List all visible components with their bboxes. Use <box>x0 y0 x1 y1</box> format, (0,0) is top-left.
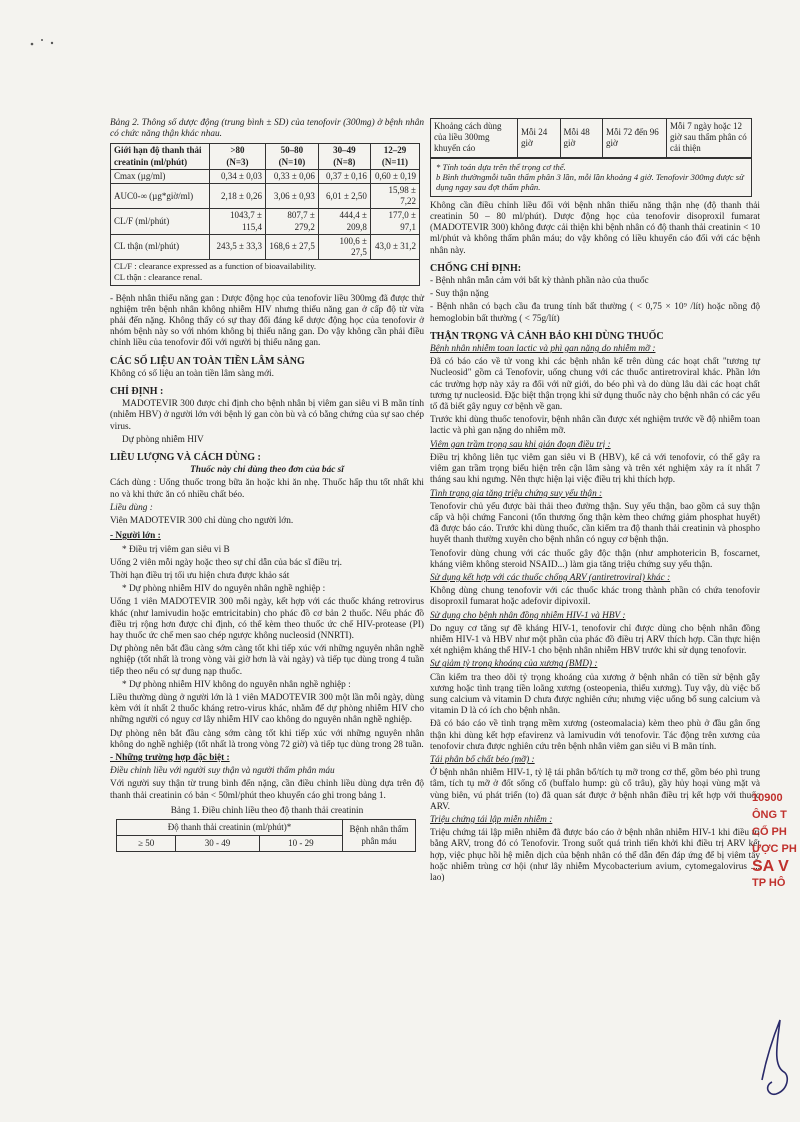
warning-text: Triệu chứng tái lập miễn nhiễm đã được báo cáo ở bệnh nhân nhiễm HIV-1 khi điều trị bằng ARV, trong đó có Tenofovir. Trong suốt quá trình tiến khởi khi điều trị ARV kết hợp, việc phục hồi hệ miễn dịch của bệnh nhân có thể dẫn đến đáp ứng để bị viêm tấy hoặc nhiễm trùng cơ hội (như lây nhiễm Mycobacterium avium, cytomegalovirus ..., lao) <box>430 828 760 883</box>
signature-icon <box>754 1010 794 1100</box>
adult-text: * Điều trị viêm gan siêu vi B <box>122 544 230 555</box>
stamp-line: 10900 <box>752 792 783 804</box>
contra-item: - Bệnh nhân có bạch cầu đa trung tính bất thường ( < 0,75 × 10⁹ /lít) hoặc nồng độ hemoglobin bất thường ( < 75g/lít) <box>430 302 760 324</box>
special-text: Với người suy thận từ trung bình đến nặng, cần điều chỉnh liều dùng dựa trên độ thanh thải creatinin có bản < 50ml/phút theo khuyến cáo ghi trong bảng 1. <box>110 779 424 801</box>
special-subtitle: Điều chỉnh liều với người suy thận và người thẩm phân máu <box>110 766 335 777</box>
table2-col-1: >80 (N=3) <box>210 144 266 169</box>
renal-paragraph: Không cần điều chỉnh liều đối với bệnh nhân thiểu năng thận nhẹ (độ thanh thải creatinin 50 – 80 ml/phút). Dược động học của tenofovir disoproxil fumarat (MADOTEVIR 300) không được cải thiện khi bệnh nhân có độ thanh thải creatinin < 10 ml/phút và không thẩm phân máu; do vậy không có liều khuyến cáo đối với các bệnh nhân này. <box>430 200 760 256</box>
cell: 100,6 ± 27,5 <box>318 234 370 259</box>
table2-header-label: Giới hạn độ thanh thải creatinin (ml/phút) <box>111 144 210 169</box>
interval-row-label: Khoảng cách dùng của liều 300mg khuyến cáo <box>431 119 518 158</box>
contra-item: - Bệnh nhân mẫn cảm với bất kỳ thành phần nào của thuốc <box>430 276 649 287</box>
stamp-line: ÔNG T <box>752 809 787 821</box>
warning-subtitle: Triệu chứng tái lập miễn nhiễm : <box>430 814 553 825</box>
table2-col-2: 50–80 (N=10) <box>265 144 318 169</box>
indication-text-2: Dự phòng nhiễm HIV <box>122 434 204 445</box>
table-row <box>111 184 420 209</box>
cell: 444,4 ± 209,8 <box>318 209 370 234</box>
table2-caption: Bảng 2. Thông số dược động (trung bình ± SD) của tenofovir (300mg) ở bệnh nhân có chức năng thận khác nhau. <box>110 118 424 140</box>
dose-label: Liều dùng : <box>110 502 153 513</box>
table1-col: 30 - 49 <box>176 836 259 852</box>
cell: 6,01 ± 2,50 <box>318 184 370 209</box>
usage-text: Cách dùng : Uống thuốc trong bữa ăn hoặc khi ăn nhẹ. Thuốc hấp thu tốt nhất khi no và khi thức ăn có nhiều chất béo. <box>110 478 424 500</box>
warning-text: Trước khi dùng thuốc tenofovir, bệnh nhân cần được xét nghiệm trước về độ nhiễm toan lactic và phì gan nặng do nhiễm mỡ. <box>430 415 760 437</box>
adult-text: * Dự phòng nhiễm HIV do nguyên nhân nghề nghiệp : <box>122 584 326 595</box>
pharmacokinetics-table <box>110 143 420 285</box>
warning-text: Tenofovir chủ yếu được bài thải theo đường thận. Suy yếu thận, bao gồm cả suy thận cấp và hội chứng Fanconi (tổn thương ống thận kèm theo chứng giảm phosphat huyết) đã được báo cáo. Trước khi dùng thuốc, cần kiểm tra độ thanh thải creatinin và phospho huyết thanh thường xuyên cho bệnh nhân có nguy cơ bệnh thận. <box>430 501 760 546</box>
scan-speck-mark <box>28 34 58 48</box>
heading-contraindication: CHỐNG CHỈ ĐỊNH: <box>430 262 522 274</box>
table2-col-3: 30–49 (N=8) <box>318 144 370 169</box>
warning-subtitle: Sự giảm tỷ trọng khoáng của xương (BMD) : <box>430 659 598 670</box>
adult-text: Dự phòng nên bắt đầu càng sớm càng tốt khi tiếp xúc với những nguyên nhân nghề nghiệp (tốt nhất là trong vòng vài giờ hơn là vài ngày) và tiếp tục dùng trong 4 tuần tiếp theo nếu có sự dung nạp thuốc. <box>110 644 424 677</box>
interval-cell: Mỗi 48 giờ <box>560 119 603 158</box>
cell: 0,33 ± 0,06 <box>265 169 318 183</box>
warning-text: Do nguy cơ tăng sự đề kháng HIV-1, tenofovir chỉ được dùng cho bệnh nhân đồng nhiễm HIV-1 và HBV như một phần của phác đồ điều trị ARV thích hợp. Cần thực hiện xét nghiệm kháng thể HIV-1 cho bệnh nhân nhiễm HBV trước khi sử dụng tenofovir. <box>430 623 760 657</box>
dose-text: Viên MADOTEVIR 300 chỉ dùng cho người lớn. <box>110 516 294 527</box>
warning-text: Đã có báo cáo về tình trạng mềm xương (osteomalacia) kèm theo phù ở đầu gân ống thận khi dùng kết hợp efavirenz và lamivudin với tenofovir. Tác động trên xương của tenofovir chưa được nghiên cứu trên bệnh nhân viêm gan siêu vi B mãn tính. <box>430 719 760 752</box>
cell: 0,34 ± 0,03 <box>210 169 266 183</box>
warning-subtitle: Tình trạng gia tăng triệu chứng suy yếu thận : <box>430 488 603 499</box>
row-label: AUC0-∞ (µg*giờ/ml) <box>111 184 210 209</box>
table-row <box>111 209 420 234</box>
liver-paragraph: - Bệnh nhân thiểu năng gan : Dược động học của tenofovir liều 300mg đã được thử nghiệm trên bệnh nhân không nhiễm HIV nhưng thiểu năng gan ở cấp độ từ vừa phải đến nặng. Không thấy có sự thay đổi đáng kể dược động học của tenofovir ở nhóm bệnh này so với nhóm không bị thiểu năng gan. Do vậy không cần phải điều chỉnh liều của tenofovir đối với người bị thiểu năng gan. <box>110 293 424 349</box>
adult-text: Liều thường dùng ở người lớn là 1 viên MADOTEVIR 300 một lần mỗi ngày, dùng kèm với ít nhất 2 thuốc kháng retro-virus khác, nhằm để dự phòng nhiễm HIV cho những người có nguy cơ lây nhiễm HIV cao không do nguyên nhân nghề nghiệp. <box>110 692 424 726</box>
interval-cell: Mỗi 72 đến 96 giờ <box>603 119 667 158</box>
footnote-1: * Tính toán dựa trên thể trọng cơ thể. <box>436 161 566 172</box>
table2-col-4: 12–29 (N=11) <box>370 144 419 169</box>
heading-warnings: THẬN TRỌNG VÀ CẢNH BÁO KHI DÙNG THUỐC <box>430 330 664 342</box>
dose-adjustment-table <box>116 819 416 852</box>
special-label: - Những trường hợp đặc biệt : <box>110 752 230 763</box>
table-row <box>111 169 420 183</box>
company-stamp-icon <box>752 790 800 920</box>
warning-subtitle: Viêm gan trầm trọng sau khi gián đoạn điều trị : <box>430 439 611 450</box>
heading-indication: CHỈ ĐỊNH : <box>110 386 164 398</box>
table2-note-1: CL/F : clearance expressed as a function of bioavailability. <box>114 261 317 272</box>
table1-head-dialysis: Bệnh nhân thẩm phân máu <box>343 819 416 851</box>
row-label: CL/F (ml/phút) <box>111 209 210 234</box>
cell: 15,98 ± 7,22 <box>370 184 419 209</box>
table1-head: Độ thanh thải creatinin (ml/phút)* <box>117 819 343 835</box>
dosing-interval-table <box>430 118 752 158</box>
adult-text: Uống 2 viên mỗi ngày hoặc theo sự chỉ dẫn của bác sĩ điều trị. <box>110 557 342 568</box>
warning-text: Không dùng chung tenofovir với các thuốc khác trong thành phần có chứa tenofovir disoproxil fumarat hoặc adefovir dipivoxil. <box>430 586 760 608</box>
warning-subtitle: Sử dụng kết hợp với các thuốc chống ARV (antiretroviral) khác : <box>430 572 671 583</box>
table1-caption: Bảng 1. Điều chỉnh liều theo độ thanh thải creatinin <box>170 805 364 816</box>
cell: 43,0 ± 31,2 <box>370 234 419 259</box>
stamp-line: ƯỢC PH <box>752 843 797 855</box>
warning-text: Đã có báo cáo về tử vong khi các bệnh nhân kể trên dùng các hoạt chất "tương tự Nucleosid" gồm cả Tenofovir, uống chung với các thuốc antiretroviral khác. Phần lớn các trường hợp này xảy ra đối với nữ giới, do béo phì và do dùng lâu dài các hoạt chất tương tự nucleosid. Đặc biệt thận trọng khi sử dụng thuốc này cho bệnh nhân có các yếu tố đã biết gây nguy cơ bệnh về gan. <box>430 357 760 413</box>
warning-text: Ở bệnh nhân nhiễm HIV-1, tỷ lệ tái phân bổ/tích tụ mỡ trong cơ thể, gồm béo phì trung tâm, tích tụ mỡ ở đốt sống cổ (buffalo hump: gù cổ trâu), gầy hủy hoại vùng mặt và vùng biên, vú phát triển (to) đã quan sát được ở bệnh nhân điều trị kết hợp với thuốc ARV. <box>430 768 760 812</box>
cell: 0,60 ± 0,19 <box>370 169 419 183</box>
warning-subtitle: Bệnh nhân nhiễm toan lactic và phì gan nặng do nhiễm mỡ : <box>430 344 656 355</box>
row-label: CL thận (ml/phút) <box>111 234 210 259</box>
table1-col: ≥ 50 <box>117 836 176 852</box>
safety-text: Không có số liệu an toàn tiền lâm sàng mới. <box>110 368 274 379</box>
indication-text-1: MADOTEVIR 300 được chỉ định cho bệnh nhân bị viêm gan siêu vi B mãn tính (nhiễm HBV) ở người lớn với bệnh lý gan còn bù và có bằng chứng của sự sao chép virus. <box>110 399 424 432</box>
table-row <box>111 234 420 259</box>
cell: 0,37 ± 0,16 <box>318 169 370 183</box>
cell: 243,5 ± 33,3 <box>210 234 266 259</box>
cell: 1043,7 ± 115,4 <box>210 209 266 234</box>
warning-text: Điều trị không liên tục viêm gan siêu vi B (HBV), kể cả với tenofovir, có thể gây ra viêm gan trầm trọng biểu hiện trên cận lâm sàng và trên xét nghiệm xảy ra ít nhất 7 tháng sau khi ngưng. Nên thực hiện lại việc điều trị khi thích hợp. <box>430 452 760 486</box>
left-column <box>110 118 424 852</box>
warning-text: Tenofovir dùng chung với các thuốc gây độc thận (như amphotericin B, foscarnet, kháng viêm không steroid NSAID...) làm gia tăng triệu chứng suy yếu thận. <box>430 548 760 570</box>
warning-text: Cần kiểm tra theo dõi tỷ trọng khoáng của xương ở bệnh nhân có tiền sử bệnh gẫy xương hoặc tình trạng tiền loãng xương (osteopenia, thiểu xương). Tuy vậy, dù việc bổ sung calcium và vitamin D chưa được nghiên cứu; nhưng việc uống bổ sung calcium và vitamin D là có ích cho bệnh nhân. <box>430 672 760 717</box>
heading-dosage: LIỀU LƯỢNG VÀ CÁCH DÙNG : <box>110 452 261 464</box>
adult-text: * Dự phòng nhiễm HIV không do nguyên nhân nghề nghiệp : <box>122 679 351 690</box>
stamp-line: SA V <box>752 858 789 875</box>
warning-subtitle: Sử dụng cho bệnh nhân đồng nhiễm HIV-1 và HBV : <box>430 610 626 621</box>
adult-text: Thời hạn điều trị tối ưu hiện chưa được khảo sát <box>110 570 290 581</box>
interval-footnotes <box>430 158 752 197</box>
footnote-2: b Bình thườngmỗi tuần thẩm phân 3 lần, mỗi lần khoảng 4 giờ. Tenofovir 300mg được sử dụng ngay sau đợt thẩm phân. <box>436 172 744 193</box>
cell: 177,0 ± 97,1 <box>370 209 419 234</box>
stamp-line: TP HÔ <box>752 877 786 889</box>
cell: 3,06 ± 0,93 <box>265 184 318 209</box>
warning-subtitle: Tái phân bố chất béo (mỡ) : <box>430 754 535 765</box>
heading-safety: CÁC SỐ LIỆU AN TOÀN TIỀN LÂM SÀNG <box>110 355 305 367</box>
stamp-line: CỔ PH <box>752 826 787 838</box>
adult-label: - Người lớn : <box>110 531 161 542</box>
adult-text: Uống 1 viên MADOTEVIR 300 mỗi ngày, kết hợp với các thuốc kháng retrovirus khác (như lamivudin hoặc emtricitabin) cho phác đồ cơ bản 2 thuốc. Nếu phác đồ điều trị rộng hơn được chỉ định, có thể kèm theo thuốc ức chế HIV-protease (PI) hay thuốc ức chế men sao chép ngược không nucleosid (NNRTI). <box>110 597 424 641</box>
adult-text: Dự phòng nên bắt đầu càng sớm càng tốt khi tiếp xúc với những nguyên nhân không do nghề nghiệp (tốt nhất là trong vòng 72 giờ) và tiếp tục dùng trong 28 tuần. <box>110 728 424 750</box>
cell: 2,18 ± 0,26 <box>210 184 266 209</box>
interval-cell: Mỗi 7 ngày hoặc 12 giờ sau thẩm phân có cải thiện <box>667 119 752 158</box>
rx-only-note: Thuốc này chỉ dùng theo đơn của bác sĩ <box>190 465 344 476</box>
cell: 807,7 ± 279,2 <box>265 209 318 234</box>
contra-item: - Suy thận nặng <box>430 289 489 300</box>
cell: 168,6 ± 27,5 <box>265 234 318 259</box>
right-column <box>430 118 760 886</box>
table2-note-2: CL thận : clearance renal. <box>114 272 203 283</box>
interval-cell: Mỗi 24 giờ <box>518 119 561 158</box>
row-label: Cmax (µg/ml) <box>111 169 210 183</box>
table1-col: 10 - 29 <box>259 836 342 852</box>
